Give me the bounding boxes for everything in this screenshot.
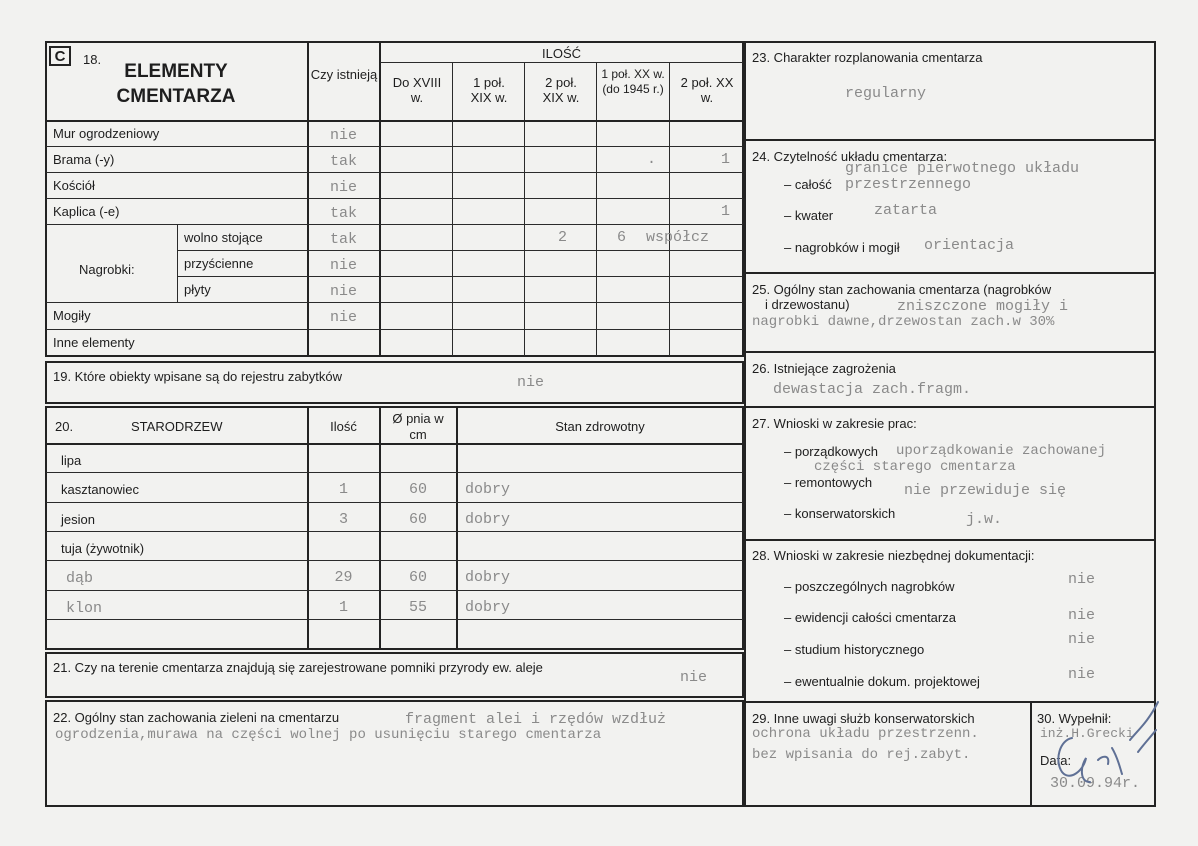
section-24-calosc-label: – całość (784, 177, 832, 192)
signature-icon (1040, 700, 1165, 795)
tree-row-health: dobry (465, 599, 511, 616)
tree-row-diam: 60 (408, 511, 427, 528)
tree-row-qty: 1 (338, 481, 348, 498)
section-24-kwater-value: zatarta (874, 202, 938, 219)
section-25-label-line1: 25. Ogólny stan zachowania cmentarza (nagrobków (752, 282, 1052, 297)
section-25-value2: nagrobki dawne,drzewostan zach.w 30% (752, 314, 1055, 330)
section-23-value: regularny (845, 85, 927, 102)
section-19-value: nie (517, 374, 545, 391)
tree-row-name: tuja (żywotnik) (61, 541, 145, 556)
element-row-exists: tak (329, 231, 357, 248)
tree-row-name: jesion (61, 512, 95, 527)
tree-row-name: dąb (66, 570, 94, 587)
element-row-exists: nie (329, 179, 357, 196)
element-row-label: Mur ogrodzeniowy (53, 126, 160, 141)
elements-title-line2: CMENTARZA (116, 86, 236, 107)
tree-row-name: kasztanowiec (61, 482, 140, 497)
element-row-exists: nie (329, 309, 357, 326)
element-row-quantity: 1 (720, 203, 730, 220)
tree-row-qty: 3 (338, 511, 348, 528)
section-30-date-label: Data: (1040, 753, 1072, 768)
section-25-label-line2: i drzewostanu) (765, 297, 850, 312)
section-28-item-4-label: – ewentualnie dokum. projektowej (784, 674, 980, 689)
section-27-porz-line2: części starego cmentarza (814, 459, 1016, 475)
section-28-item-4-value: nie (1068, 666, 1096, 683)
section-27-porz-line1: uporządkowanie zachowanej (896, 443, 1107, 459)
section-22-line1: fragment alei i rzędów wzdłuż (405, 711, 667, 728)
section-22-line2: ogrodzenia,murawa na części wolnej po usunięciu starego cmentarza (55, 727, 602, 743)
section-29-line1: ochrona układu przestrzenn. (752, 726, 979, 742)
section-28-item-1-value: nie (1068, 571, 1096, 588)
section-28-item-3-label: – studium historycznego (784, 642, 925, 657)
period-header-4: 1 poł. XX w. (do 1945 r.) (601, 67, 665, 96)
section-30-label: 30. Wypełnił: (1037, 711, 1112, 726)
element-row-label: przyścienne (184, 256, 254, 271)
period-header-1: Do XVIII w. (392, 75, 442, 105)
element-row-quantity: 1 (720, 151, 730, 168)
element-row-quantity: . (646, 151, 656, 168)
elements-title-line1: ELEMENTY (124, 61, 228, 82)
period-header-5: 2 poł. XX w. (680, 75, 734, 105)
element-row-label: płyty (184, 282, 211, 297)
element-row-label: Mogiły (53, 308, 91, 323)
element-row-exists: tak (329, 205, 357, 222)
tree-row-health: dobry (465, 511, 511, 528)
nagrobki-label: Nagrobki: (79, 262, 135, 277)
element-row-quantity: 2 (557, 229, 567, 246)
section-28-item-2-value: nie (1068, 607, 1096, 624)
section-28-item-3-value: nie (1068, 631, 1096, 648)
section-letter: C (49, 46, 71, 66)
element-row-quantity: 6 (616, 229, 626, 246)
element-row-exists: tak (329, 153, 357, 170)
section-28-item-1-label: – poszczególnych nagrobków (784, 579, 955, 594)
element-row-label: Kaplica (-e) (53, 204, 120, 219)
section-30-name: inż.H.Grecki (1040, 726, 1134, 741)
section-24-kwater-label: – kwater (784, 208, 834, 223)
tree-row-diam: 60 (408, 569, 427, 586)
element-row-exists: nie (329, 283, 357, 300)
col-quantity-header: ILOŚĆ (541, 46, 581, 61)
element-row-label: Kościół (53, 178, 95, 193)
section-28-label: 28. Wnioski w zakresie niezbędnej dokumentacji: (752, 548, 1035, 563)
tree-row-qty: 1 (338, 599, 348, 616)
tree-row-health: dobry (465, 481, 511, 498)
tree-row-diam: 55 (408, 599, 427, 616)
col-exists-header: Czy istnieją (310, 67, 378, 82)
element-row-exists: nie (329, 127, 357, 144)
tree-row-qty: 29 (334, 569, 353, 586)
section-20-title: STARODRZEW (131, 419, 223, 434)
section-30-date: 30.09.94r. (1050, 775, 1141, 792)
section-23-label: 23. Charakter rozplanowania cmentarza (752, 50, 983, 65)
section-24-calosc-line2: przestrzennego (845, 176, 972, 193)
section-19-label: 19. Które obiekty wpisane są do rejestru zabytków (53, 369, 343, 384)
element-row-label: wolno stojące (184, 230, 263, 245)
section-27-kons-value: j.w. (966, 511, 1003, 528)
section-26-label: 26. Istniejące zagrożenia (752, 361, 896, 376)
tree-row-health: dobry (465, 569, 511, 586)
trees-col-qty: Ilość (330, 419, 357, 434)
section-24-nagrobki-label: – nagrobków i mogił (784, 240, 900, 255)
section-27-porz-label: – porządkowych (784, 444, 878, 459)
element-row-quantity: współcz (646, 229, 710, 246)
element-row-label: Brama (-y) (53, 152, 115, 167)
section-29-label: 29. Inne uwagi służb konserwatorskich (752, 711, 975, 726)
section-number: 18. (83, 52, 102, 67)
section-21 (45, 652, 744, 698)
period-header-3: 2 poł. XIX w. (542, 75, 580, 105)
section-21-label: 21. Czy na terenie cmentarza znajdują się zarejestrowane pomniki przyrody ew. aleje (53, 660, 543, 675)
section-26 (744, 351, 1156, 408)
section-28-item-2-label: – ewidencji całości cmentarza (784, 610, 956, 625)
section-27-rem-label: – remontowych (784, 475, 873, 490)
trees-col-diam: Ø pnia w cm (392, 411, 444, 442)
section-24-label: 24. Czytelność układu cmentarza: (752, 149, 948, 164)
section-26-value: dewastacja zach.fragm. (773, 381, 972, 398)
element-row-exists: nie (329, 257, 357, 274)
section-21-value: nie (680, 669, 708, 686)
section-24-nagrobki-value: orientacja (924, 237, 1015, 254)
section-20-number: 20. (55, 419, 74, 434)
section-24-calosc-line1: granice pierwotnego układu (845, 160, 1080, 177)
section-22-label: 22. Ogólny stan zachowania zieleni na cmentarzu (53, 710, 340, 725)
element-row-label: Inne elementy (53, 335, 135, 350)
section-27-rem-value: nie przewiduje się (904, 482, 1067, 499)
tree-row-name: lipa (61, 453, 82, 468)
section-27-kons-label: – konserwatorskich (784, 506, 896, 521)
section-27-label: 27. Wnioski w zakresie prac: (752, 416, 917, 431)
tree-row-diam: 60 (408, 481, 427, 498)
tree-row-name: klon (66, 600, 103, 617)
period-header-2: 1 poł. XIX w. (470, 75, 508, 105)
section-29-line2: bez wpisania do rej.zabyt. (752, 747, 971, 763)
section-25-value1: zniszczone mogiły i (897, 298, 1069, 315)
trees-col-health: Stan zdrowotny (555, 419, 645, 434)
